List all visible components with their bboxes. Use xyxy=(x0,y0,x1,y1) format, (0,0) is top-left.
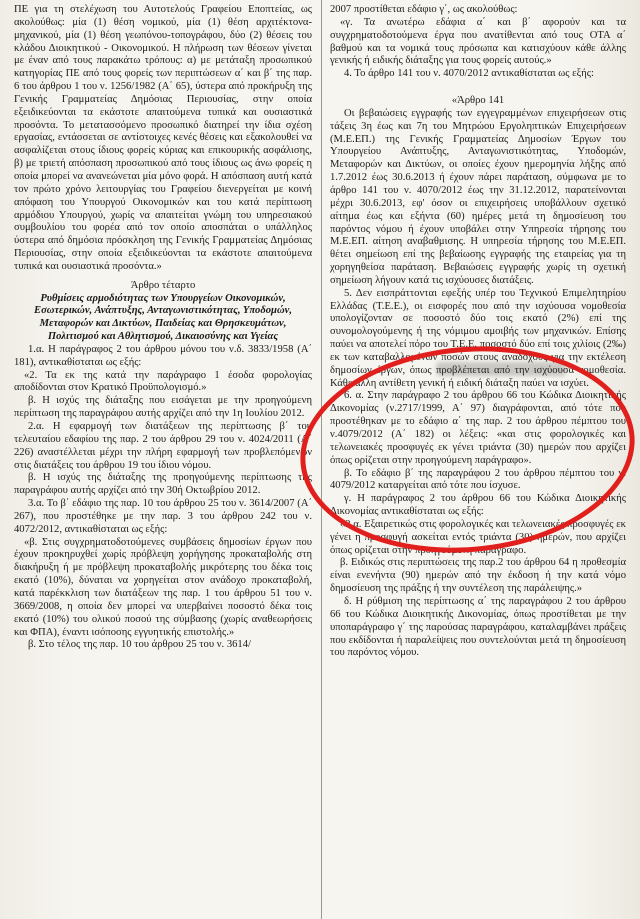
paragraph-1b: β. Η ισχύς της διάταξης που εισάγεται με την προηγούμενη περίπτωση της παραγράφου αυτής αρχίζει από την 1η Ιουλίου 2012. xyxy=(14,395,312,420)
paragraph-1a: 1.α. Η παράγραφος 2 του άρθρου μόνου του ν.δ. 3833/1958 (Α΄ 181), αντικαθίσταται ως εξής: xyxy=(14,343,312,368)
quote-1a: «2. Τα εκ της κατά την παράγραφο 1 έσοδα φορολογίας αποδίδονται στον Κρατικό Προϋπολογισμό.» xyxy=(14,369,312,394)
intro-paragraph: ΠΕ για τη στελέχωση του Αυτοτελούς Γραφείου Εποπτείας, ως ακολούθως: μία (1) θέση νομικού, μία (1) θέση αρχιτέκτονα- μηχανικού, μία (1) θέση γεωπόνου-τοπογράφου, δύο (2) θέσεις του κλάδου Διοικητικού - Οικονομικού. Η πλήρωση των θέσεων γίνεται με έναν από τους παρακάτω τρόπους: α) με μετάταξη προσωπικού κατηγορίας ΠΕ από τους φορείς των περιπτώσεων α΄ και β΄ της παρ. 6 του άρθρου 1 του ν. 1256/1982 (Α΄ 65), ύστερα από προκήρυξη της Γενικής Γραμματείας Δημόσιας Περιουσίας, στην οποία εξειδικεύονται τα εκάστοτε απαιτούμενα τυπικά και ουσιαστικά προσόντα. Το μετατασσόμενο προσωπικό διατηρεί την ίδια σχέση εργασίας, εντάσσεται σε αντίστοιχες κενές θέσεις και εξακολουθεί να ασφαλίζεται στους ίδιους φορείς κύριας και επικουρικής ασφάλισης, β) με τριετή απόσπαση προσωπικού από τους ίδιους ως άνω φορείς η οποία μπορεί να ανανεώνεται μία μόνο φορά. Η απόσπαση αυτή κατά τον πρώτο χρόνο λειτουργίας του Γραφείου διενεργείται με κοινή απόφαση του Υπουργού Οικονομικών και του κατά περίπτωση αρμόδιου Υπουργού, χωρίς να απαιτείται γνώμη του υπηρεσιακού συμβουλίου του φορέα από τον οποίο αποσπάται ο υπάλληλος ύστερα από δημόσια πρόσκληση της Γενικής Γραμματείας Δημόσιας Περιουσίας, στην οποία εξειδικεύονται τα εκάστοτε απαιτούμενα τυπικά και ουσιαστικά προσόντα.» xyxy=(14,4,312,272)
right-column xyxy=(330,4,626,913)
quote-3a: «β. Στις συγχρηματοδοτούμενες συμβάσεις δημοσίων έργων που έχουν προκηρυχθεί χωρίς πρόβλεψη χορήγησης προκαταβολής στη διακήρυξη ή με πρόβλεψη προκαταβολής μικρότερης του δέκα τοις εκατό (10%), δύναται να χορηγείται στον ανάδοχο προκαταβολή, κατά παρέκκλιση των διατάξεων της παρ. 1 του άρθρου 51 του ν. 3669/2008, η οποία δεν μπορεί να υπερβαίνει ποσοστό δέκα τοις εκατό (10%) του ολικού ποσού της σύμβασης (χωρίς αναθεωρήσεις και ΦΠΑ), έναντι ισόποσης εγγυητικής επιστολής.» xyxy=(14,536,312,638)
paragraph-6d: δ. Η ρύθμιση της περίπτωσης α΄ της παραγράφου 2 του άρθρου 66 του Κώδικα Διοικητικής Δικονομίας, όπως προστίθεται με την υποπαράγραφο γ΄ της παρούσας παραγράφου, καταλαμβάνει πράξεις που εκδίδονται ή παραλείψεις που συντελούνται μετά τη δημοσίευση του παρόντος νόμου. xyxy=(330,595,626,659)
paragraph-3a: 3.α. Το β΄ εδάφιο της παρ. 10 του άρθρου 25 του ν. 3614/2007 (Α΄ 267), που προστέθηκε με την παρ. 3 του άρθρου 242 του ν. 4072/2012, αντικαθίσταται ως εξής: xyxy=(14,498,312,535)
spacer xyxy=(330,81,626,89)
article-141-body: Οι βεβαιώσεις εγγραφής των εγγεγραμμένων επιχειρήσεων στις τάξεις 3η έως και 7η του Μητρώου Εργοληπτικών Επιχειρήσεων (Μ.Ε.ΕΠ.) της Γενικής Γραμματείας Δημοσίων Έργων του Υπουργείου Ανάπτυξης, Ανταγωνιστικότητας, Υποδομών, Μεταφορών και Δικτύων, οι οποίες έχουν ημερομηνία λήξης από 1.7.2012 έως 30.6.2013 ή έχουν πάρει παράταση, σύμφωνα με το άρθρο 141 του ν. 4070/2012 έως την 31.12.2012, παρατείνονται μέχρι 30.6.2013, εφ' όσον οι επιχειρήσεις υποβάλλουν σχετικό αίτημα έως και εξήντα (60) ημέρες μετά τη δημοσίευση του παρόντος νόμου ή έχουν υποβάλει στην Υπηρεσία τήρησης του Μ.Ε.ΕΠ. αίτηση αναβαθμισης. Η υπηρεσία τήρησης του Μ.Ε.ΕΠ. θέτει σημείωση επί της βεβαίωσης εγγραφής της εταιρείας για τη χορηγηθείσα παράταση. Βεβαιώσεις εγγραφής χωρίς τη σχετική σημείωση λήγουν κατά τις ισχύουσες διατάξεις. xyxy=(330,107,626,286)
article-subtitle: Ρυθμίσεις αρμοδιότητας των Υπουργείων Οικονομικών, Εσωτερικών, Ανάπτυξης, Ανταγωνιστικότητας, Υποδομών, Μεταφορών και Δικτύων, Παιδείας και Θρησκευμάτων, Πολιτισμού και Αθλητισμού, Δικαιοσύνης και Υγείας xyxy=(34,292,292,343)
paragraph-6c: γ. Η παράγραφος 2 του άρθρου 66 του Κώδικα Διοικητικής Δικονομίας αντικαθίσταται ως εξής: xyxy=(330,493,626,518)
quote-6c-b: β. Ειδικώς στις περιπτώσεις της παρ.2 του άρθρου 64 η προθεσμία είναι ενενήντα (90) ημερών από την έκδοση ή την κατά νόμο δημοσίευση της πράξης ή την συντέλεση της παράλειψης.» xyxy=(330,557,626,595)
paragraph-6a: 6. α. Στην παράγραφο 2 του άρθρου 66 του Κώδικα Διοικητικής Δικονομίας (ν.2717/1999, Α΄ 97) διαγράφονται, από τότε που προστέθηκαν με το εδάφιο α΄ της παρ. 2 του άρθρου πέμπτου του ν.4079/2012 (Α΄ 182) οι λέξεις: «και στις φορολογικές και τελωνειακές προσφυγές εκ γένει τριάντα (30) ημερών που αρχίζει όπως ορίζεται στην προηγούμενη παράγραφο». xyxy=(330,390,626,466)
paragraph-top: 2007 προστίθεται εδάφιο γ΄, ως ακολούθως: xyxy=(330,4,518,15)
paragraph-3b: β. Στο τέλος της παρ. 10 του άρθρου 25 του ν. 3614/ xyxy=(28,639,251,651)
quote-6c: «2.α. Εξαιρετικώς στις φορολογικές και τελωνειακές προσφυγές εκ γένει η προσφυγή ασκείται εντός τριάντα (30) ημερών, που αρχίζει όπως ορίζεται στην προηγούμενη παράγραφο. xyxy=(330,518,626,556)
paragraph-2b: β. Η ισχύς της διάταξης της προηγούμενης περίπτωσης της παραγράφου αυτής αρχίζει από την 30ή Οκτωβρίου 2012. xyxy=(14,472,312,497)
paragraph-5: 5. Δεν εισπράττονται εφεξής υπέρ του Τεχνικού Επιμελητηρίου Ελλάδας (Τ.Ε.Ε.), οι εισφορές που από την ισχύουσα νομοθεσία υπολογίζονταν σε ποσοστό δύο τοις εκατό (2%) επί της συνομολογούμενης ή της νόμιμου αμοιβής των μηχανικών. Επίσης παύει να αποτελεί πόρο του Τ.Ε.Ε. ποσοστό δύο επί τοις χιλίοις (2‰) εκ των καταβαλλομένων ποσών στους αναδόχους για την εκτέλεση δημοσίων έργων, όπως προβλέπεται από την ισχύουσα νομοθεσία. Κάθε άλλη αντίθετη γενική ή ειδική διάταξη παύει να ισχύει. xyxy=(330,287,626,389)
article-141-title: «Άρθρο 141 xyxy=(451,95,505,107)
article-title: Άρθρο τέταρτο xyxy=(130,279,196,291)
left-column xyxy=(14,4,312,913)
column-divider xyxy=(321,0,322,919)
paragraph-6b: β. Το εδάφιο β΄ της παραγράφου 2 του άρθρου πέμπτου του ν. 4079/2012 καταργείται από τότε που ίσχυσε. xyxy=(330,467,626,492)
paragraph-2a: 2.α. Η εφαρμογή των διατάξεων της περίπτωσης β΄ του τελευταίου εδαφίου της παρ. 2 του άρθρου 29 του ν. 4024/2011 (Α΄ 226) αναστέλλεται μέχρι την πλήρη εφαρμογή των προβλεπόμενων στις διατάξεις του άρθρου 19 του ίδιου νόμου. xyxy=(14,421,312,471)
quote-top: «γ. Τα ανωτέρω εδάφια α΄ και β΄ αφορούν και τα συγχρηματοδοτούμενα έργα που ανατίθενται από τους ΟΤΑ α΄ βαθμού και τα νομικά τους πρόσωπα και κατισχύουν κάθε άλλης γενικής ή ειδικής διάταξης για τους φορείς αυτούς.» xyxy=(330,16,626,67)
paragraph-4: 4. Το άρθρο 141 του ν. 4070/2012 αντικαθίσταται ως εξής: xyxy=(344,68,594,80)
